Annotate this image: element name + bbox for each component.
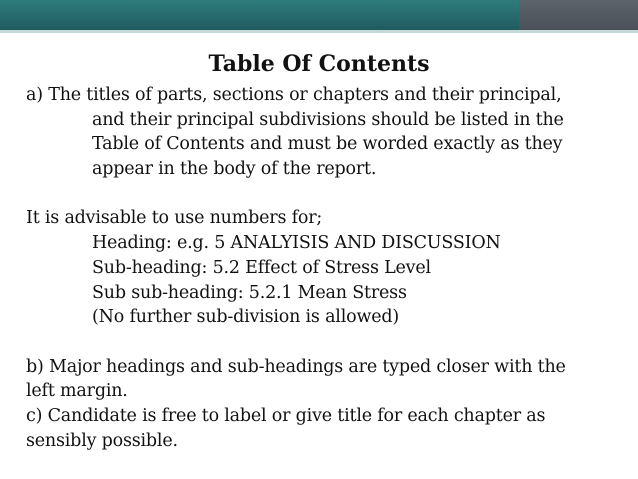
paragraph-c-line-2: sensibly possible. [26, 430, 178, 451]
paragraph-a-line-2: and their principal subdivisions should be listed in the [92, 109, 564, 130]
header-band-gray [519, 0, 638, 30]
numbering-note: (No further sub-division is allowed) [92, 307, 400, 328]
paragraph-a-line-1: a) The titles of parts, sections or chapters and their principal, [26, 85, 562, 105]
header-band-teal [0, 0, 519, 30]
header-band [0, 0, 638, 30]
paragraph-c-line-1: c) Candidate is free to label or give title for each chapter as [26, 405, 546, 426]
paragraph-b-line-2: left margin. [26, 381, 128, 402]
paragraph-a-line-3: Table of Contents and must be worded exactly as they [92, 134, 563, 155]
numbering-intro: It is advisable to use numbers for; [26, 208, 323, 229]
slide-title: Table Of Contents [208, 51, 430, 77]
spacer [26, 330, 616, 355]
paragraph-a-line-4: appear in the body of the report. [92, 159, 377, 180]
numbering-heading-example: Heading: e.g. 5 ANALYISIS AND DISCUSSION [92, 233, 501, 254]
paragraph-b-line-1: b) Major headings and sub-headings are typed closer with the [26, 356, 566, 377]
spacer [26, 182, 616, 207]
numbering-subsubheading-example: Sub sub-heading: 5.2.1 Mean Stress [92, 282, 407, 303]
slide-body [26, 83, 616, 453]
header-divider [0, 30, 638, 33]
numbering-subheading-example: Sub-heading: 5.2 Effect of Stress Level [92, 257, 431, 278]
